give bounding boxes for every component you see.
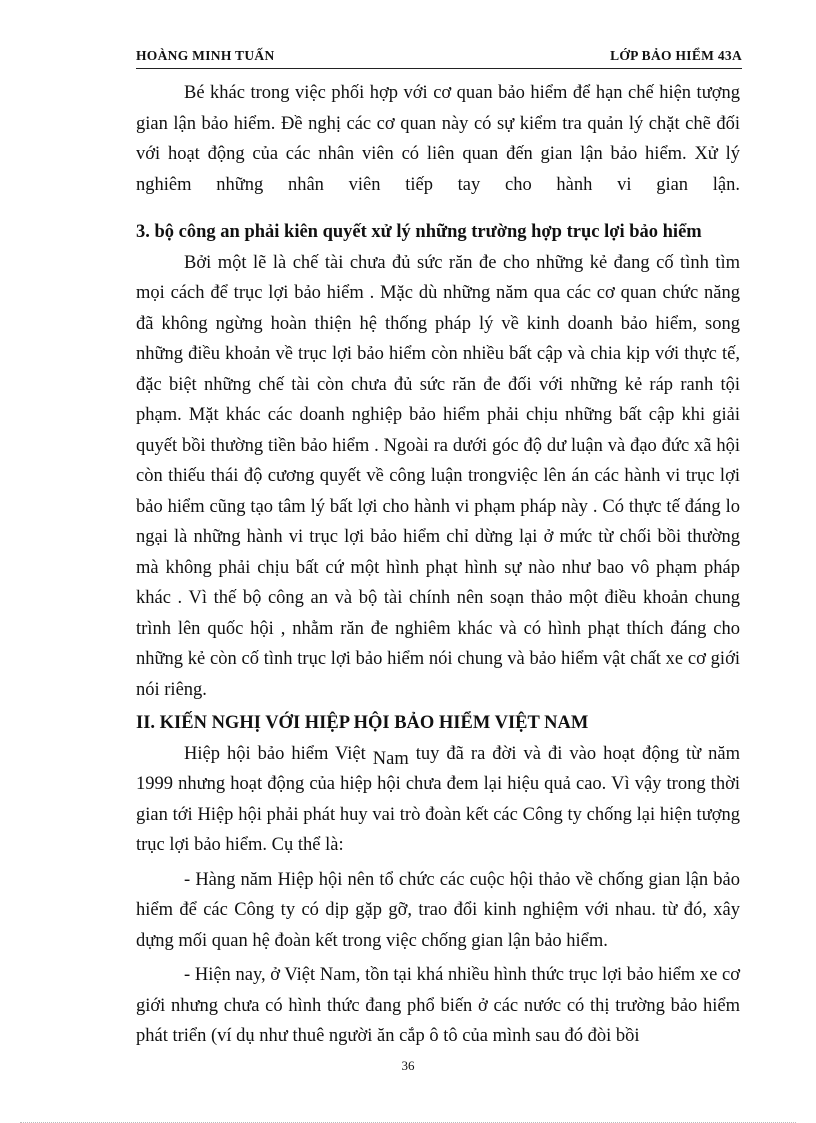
paragraph-text: tuy đã ra đời và đi vào hoạt động từ năm 1999 nhưng hoạt động của hiệp hội chưa đem lại hiệu quả cao. Vì vậy trong thời gian tới Hiệp hội phải phát huy vai trò đoàn kết các Công ty chống lại hiện tượng trục lợi bảo hiểm. Cụ thể là: <box>136 743 741 855</box>
header-author: HOÀNG MINH TUẤN <box>136 48 275 63</box>
document-body <box>136 78 740 1052</box>
header-rule <box>136 68 742 69</box>
paragraph-text: Hiệp hội bảo hiểm Việt <box>184 743 373 764</box>
paragraph <box>136 739 740 861</box>
page-number: 36 <box>401 1058 415 1073</box>
paragraph: - Hàng năm Hiệp hội nên tổ chức các cuộc hội thảo về chống gian lận bảo hiểm để các Công ty có dịp gặp gỡ, trao đổi kinh nghiệm với nhau. từ đó, xây dựng mối quan hệ đoàn kết trong việc chống gian lận bảo hiểm. <box>136 869 740 951</box>
header-class: LỚP BẢO HIỂM 43A <box>610 48 742 63</box>
paragraph: Bé khác trong việc phối hợp với cơ quan bảo hiểm để hạn chế hiện tượng gian lận bảo hiểm. Đề nghị các cơ quan này có sự kiểm tra quản lý chặt chẽ đối với hoạt động của các nhân viên có liên quan đến gian lận bảo hiểm. Xử lý nghiêm những nhân viên tiếp tay cho hành vi gian lận. <box>136 83 740 195</box>
section-heading: 3. bộ công an phải kiên quyết xử lý những trường hợp trục lợi bảo hiểm <box>136 222 702 242</box>
page-header <box>136 48 742 70</box>
paragraph: Bởi một lẽ là chế tài chưa đủ sức răn đe cho những kẻ đang cố tình tìm mọi cách để trục lợi bảo hiểm . Mặc dù những năm qua các cơ quan chức năng đã không ngừng hoàn thiện hệ thống pháp lý về kinh doanh bảo hiểm, song những điều khoản về trục lợi bảo hiểm còn nhiều bất cập và chia kịp với thực tế, đặc biệt những chế tài còn chưa đủ sức răn đe đối với những kẻ ráp ranh tội phạm. Mặt khác các doanh nghiệp bảo hiểm phải chịu những bất cập khi giải quyết bồi thường tiền bảo hiểm . Ngoài ra dưới góc độ dư luận và đạo đức xã hội còn thiếu thái độ cương quyết về công luận trongviệc lên án các hành vi trục lợi bảo hiểm cũng tạo tâm lý bất lợi cho hành vi phạm pháp này . Có thực tế đáng lo ngại là những hành vi trục lợi bảo hiểm chỉ dừng lại ở mức từ chối bồi thường mà không phải chịu bất cứ một hình phạt hình sự nào như bao vô phạm pháp khác . Vì thế bộ công an và bộ tài chính nên soạn thảo một điều khoản chung trình lên quốc hội , nhằm răn đe nghiêm khác và có hình phạt thích đáng cho những kẻ còn cố tình trục lợi bảo hiểm nói chung và bảo hiểm vật chất xe cơ giới nói riêng. <box>136 252 740 700</box>
subscript-word: Nam <box>372 748 409 769</box>
section-heading: II. KIẾN NGHỊ VỚI HIỆP HỘI BẢO HIỂM VIỆT NAM <box>136 713 589 733</box>
paragraph: - Hiện nay, ở Việt Nam, tồn tại khá nhiều hình thức trục lợi bảo hiểm xe cơ giới nhưng chưa có hình thức đang phổ biến ở các nước có thị trường bảo hiểm phát triển (ví dụ như thuê người ăn cắp ô tô của mình sau đó đòi bồi <box>136 965 740 1046</box>
